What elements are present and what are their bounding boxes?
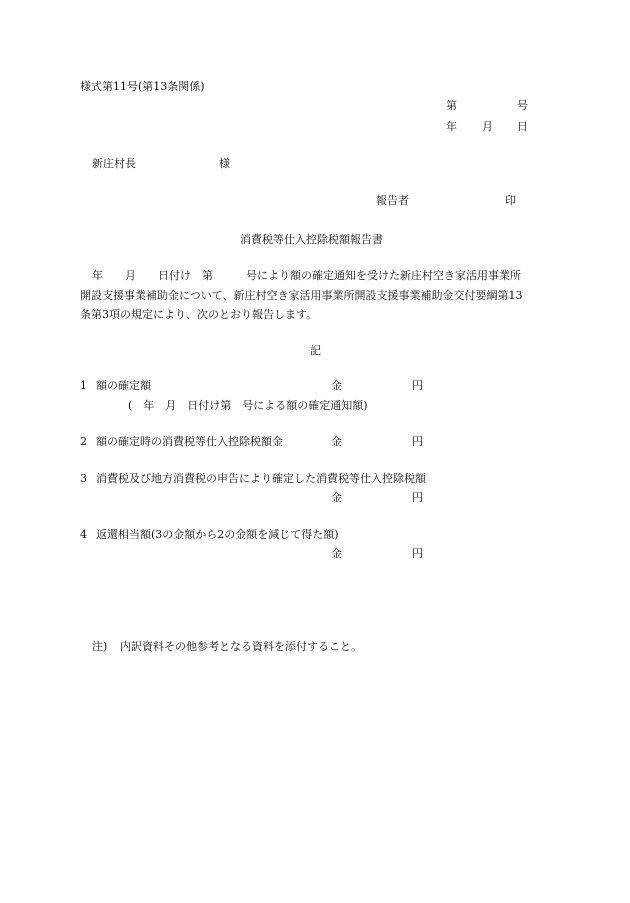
body-line-3: 条第3項の規定により、次のとおり報告します。	[80, 308, 318, 321]
item-2-number: 2	[80, 435, 87, 448]
document-title: 消費税等仕入控除税額報告書	[240, 233, 383, 246]
item-2-label: 額の確定時の消費税等仕入控除税額金	[96, 435, 283, 448]
footnote-text: 内訳資料その他参考となる資料を添付すること。	[120, 640, 362, 653]
item-4-currency: 金	[331, 547, 342, 560]
item-4-unit: 円	[412, 547, 423, 560]
item-3-number: 3	[80, 472, 87, 485]
addressee-name: 新庄村長	[92, 157, 136, 170]
date-month: 月	[482, 120, 493, 133]
reporter-label: 報告者	[376, 194, 409, 207]
ki-heading: 記	[310, 344, 321, 357]
item-1-number: 1	[80, 379, 87, 392]
item-2-unit: 円	[412, 435, 423, 448]
item-3-unit: 円	[412, 491, 423, 504]
footnote-prefix: 注)	[92, 640, 108, 653]
item-4-label: 返還相当額(3の金額から2の金額を減じて得た額)	[96, 528, 339, 541]
date-year: 年	[446, 120, 457, 133]
item-1-unit: 円	[412, 379, 423, 392]
document-number-suffix: 号	[517, 99, 528, 112]
form-number: 様式第11号(第13条関係)	[80, 80, 205, 93]
item-3-label: 消費税及び地方消費税の申告により確定した消費税等仕入控除税額	[96, 472, 426, 485]
addressee-honorific: 様	[219, 157, 230, 170]
item-3-currency: 金	[331, 491, 342, 504]
item-1-note: ( 年 月 日付け第 号による額の確定通知額)	[128, 399, 368, 412]
body-line-1: 年 月 日付け 第 号により額の確定通知を受けた新庄村空き家活用事業所	[92, 269, 521, 282]
item-4-number: 4	[80, 528, 87, 541]
reporter-seal: 印	[505, 194, 516, 207]
item-1-label: 額の確定額	[96, 379, 151, 392]
body-line-2: 開設支援事業補助金について、新庄村空き家活用事業所開設支援事業補助金交付要綱第13	[80, 289, 523, 302]
date-day: 日	[517, 120, 528, 133]
item-1-currency: 金	[331, 379, 342, 392]
document-number-label: 第	[446, 99, 457, 112]
item-2-currency: 金	[331, 435, 342, 448]
